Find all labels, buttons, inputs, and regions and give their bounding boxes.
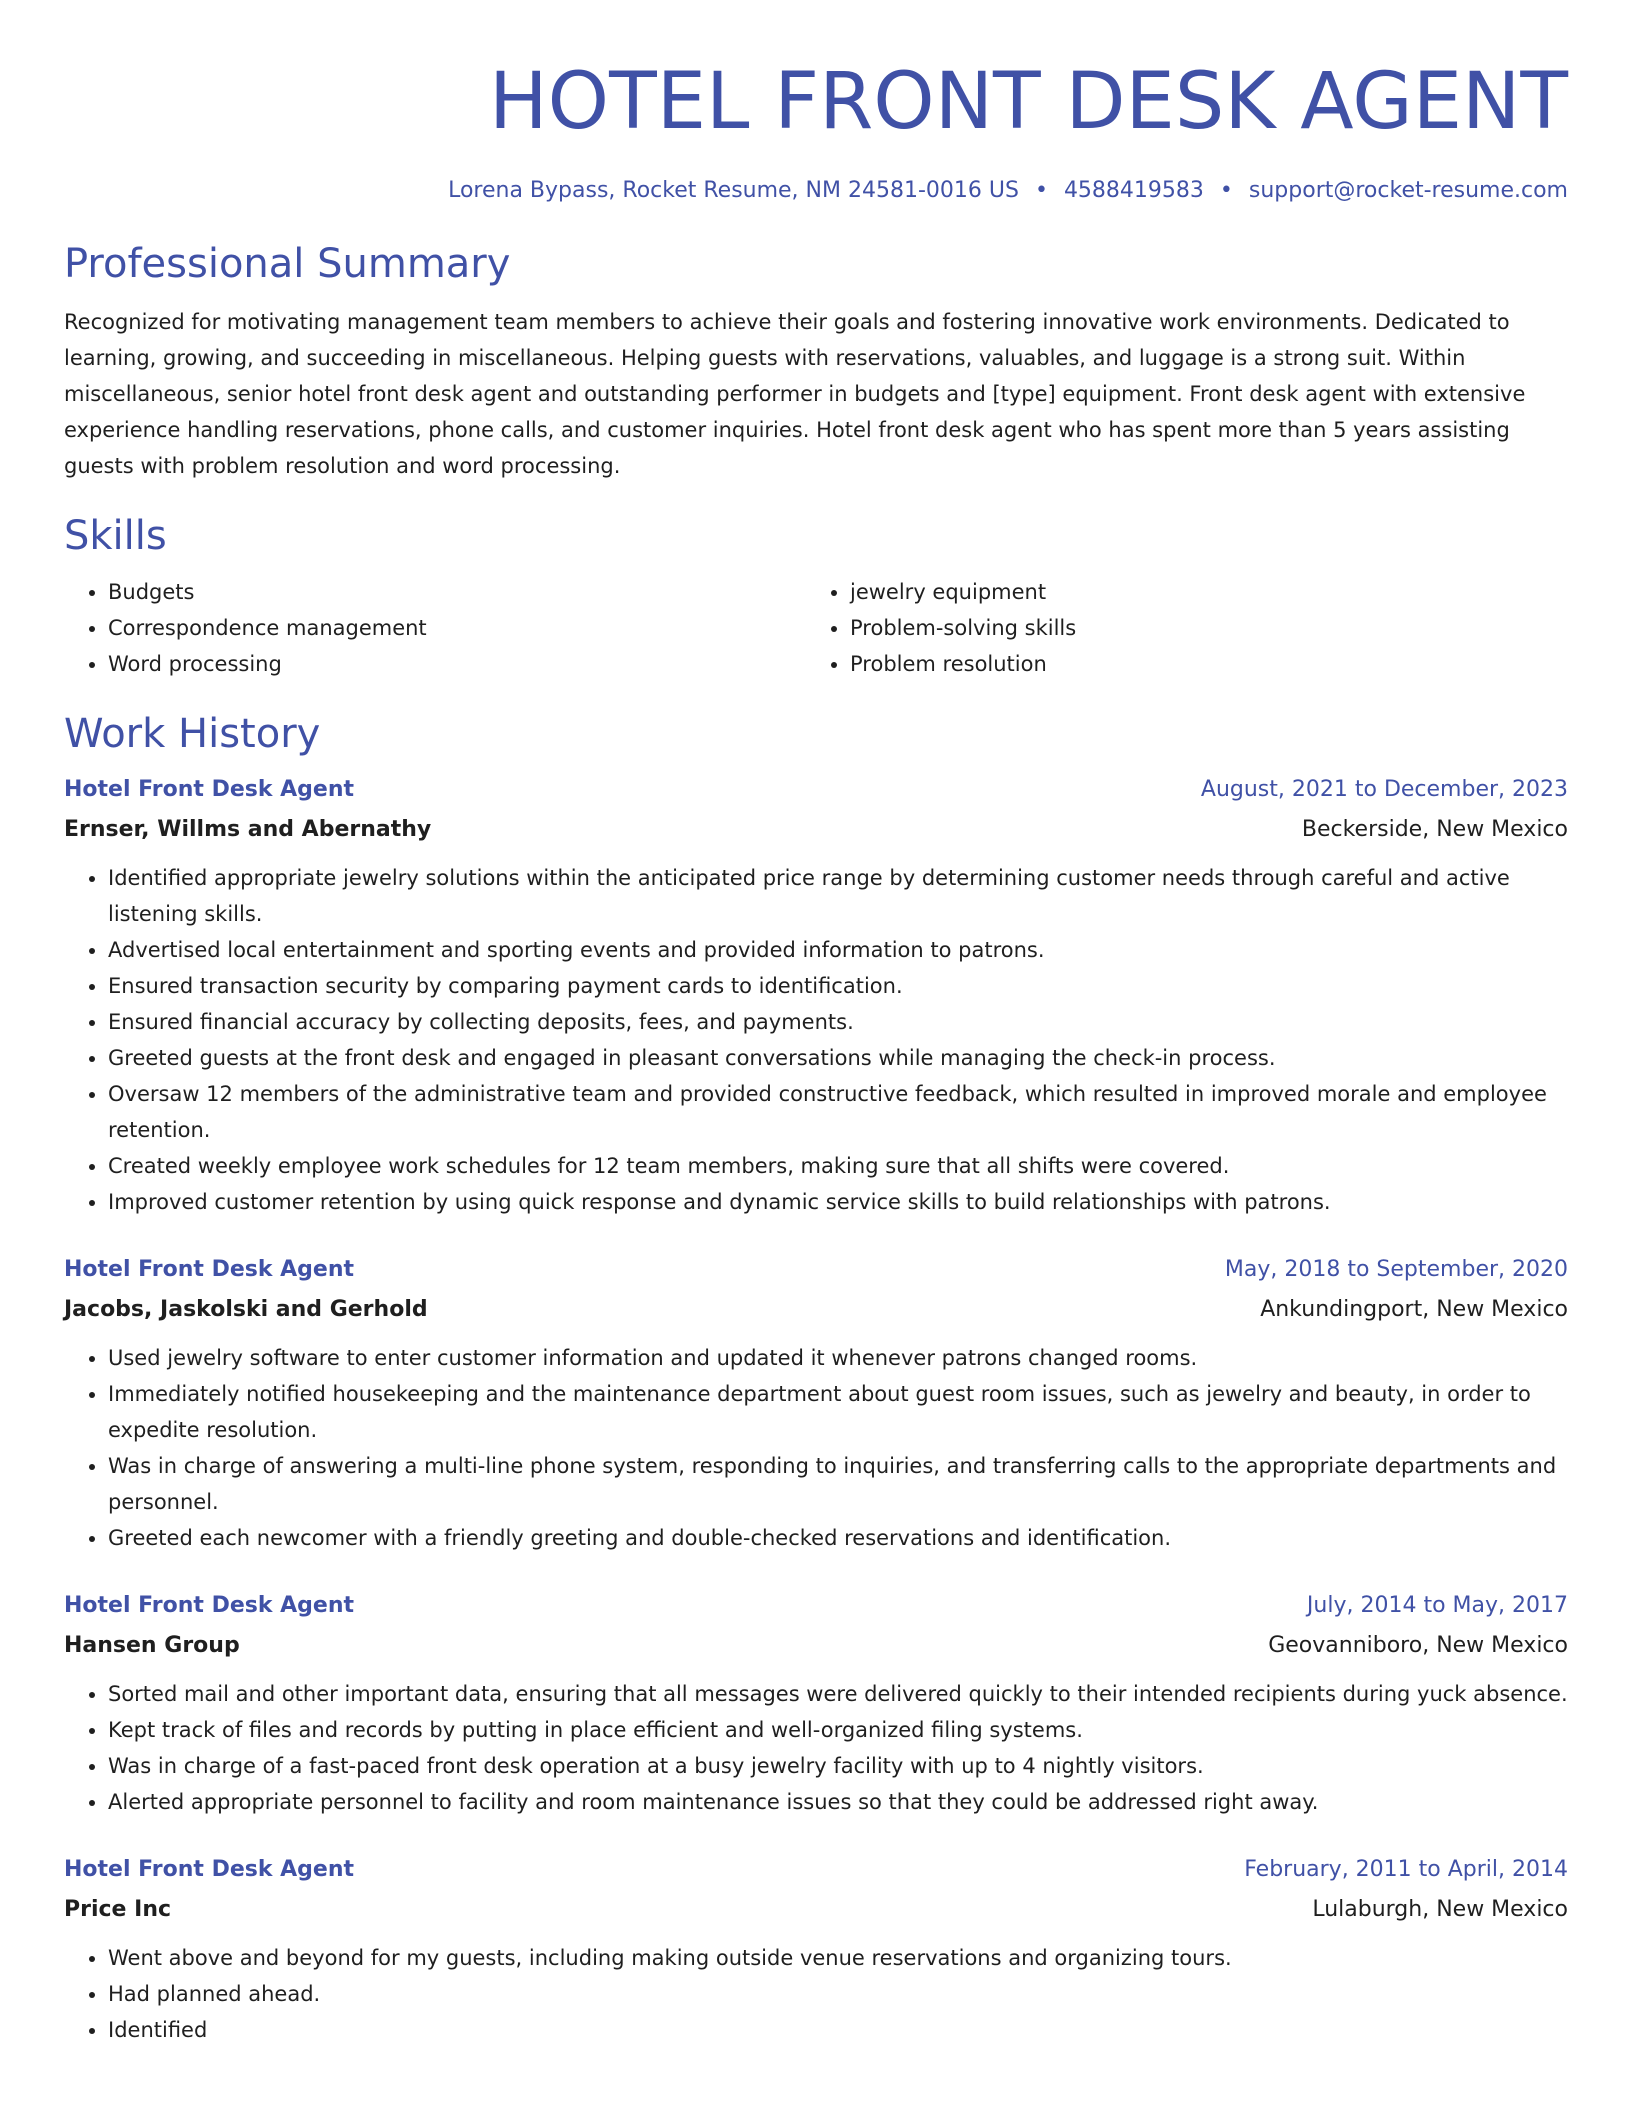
contact-line bbox=[64, 174, 1568, 208]
contact-email[interactable]: support@rocket-resume.com bbox=[1248, 178, 1568, 203]
job-company: Jacobs, Jaskolski and Gerhold bbox=[64, 1297, 428, 1322]
job-bullet: • Went above and beyond for my guests, including making outside venue reservations and organizing tours. bbox=[108, 1940, 1568, 1976]
job-bullet: • Identified appropriate jewelry solutions within the anticipated price range by determining customer needs through careful and active listening skills. bbox=[108, 860, 1568, 932]
skill-item: • jewelry equipment bbox=[850, 574, 1548, 610]
section-title-summary: Professional Summary bbox=[64, 241, 511, 287]
job-title: Hotel Front Desk Agent bbox=[64, 1257, 355, 1282]
job-dates: February, 2011 to April, 2014 bbox=[1244, 1857, 1568, 1882]
job-title: Hotel Front Desk Agent bbox=[64, 1593, 355, 1618]
job-bullets bbox=[64, 1676, 1568, 1820]
skills-column-left bbox=[64, 574, 806, 682]
job-title: Hotel Front Desk Agent bbox=[64, 777, 355, 802]
job-dates: May, 2018 to September, 2020 bbox=[1224, 1257, 1568, 1282]
job-bullet: • Used jewelry software to enter customer information and updated it whenever patrons changed rooms. bbox=[108, 1340, 1568, 1376]
job-bullets bbox=[64, 860, 1568, 1220]
contact-phone: 4588419583 bbox=[1063, 178, 1204, 203]
job-bullet: • Advertised local entertainment and sporting events and provided information to patrons. bbox=[108, 932, 1568, 968]
job-header-row bbox=[64, 1586, 1568, 1626]
job-entry bbox=[64, 770, 1568, 1220]
job-header-row bbox=[64, 1850, 1568, 1890]
job-bullet: • Ensured transaction security by comparing payment cards to identification. bbox=[108, 968, 1568, 1004]
resume-header bbox=[64, 0, 1568, 208]
job-company-row bbox=[64, 1890, 1568, 1930]
job-bullet: • Identified bbox=[108, 2012, 1568, 2048]
skill-item: • Problem resolution bbox=[850, 646, 1548, 682]
skill-item: • Budgets bbox=[108, 574, 806, 610]
job-company: Ernser, Willms and Abernathy bbox=[64, 817, 432, 842]
job-company-row bbox=[64, 1626, 1568, 1666]
job-bullets bbox=[64, 1340, 1568, 1556]
job-title: Hotel Front Desk Agent bbox=[64, 1857, 355, 1882]
job-entry bbox=[64, 1586, 1568, 1820]
job-location: Ankundingport, New Mexico bbox=[1260, 1297, 1568, 1322]
job-bullet: • Had planned ahead. bbox=[108, 1976, 1568, 2012]
skills-column-right bbox=[806, 574, 1548, 682]
job-bullet: • Greeted each newcomer with a friendly greeting and double-checked reservations and identification. bbox=[108, 1520, 1568, 1556]
job-bullet: • Was in charge of a fast-paced front desk operation at a busy jewelry facility with up to 4 nightly visitors. bbox=[108, 1748, 1568, 1784]
summary-text: Recognized for motivating management team members to achieve their goals and fostering innovative work environments. Dedicated to learning, growing, and succeeding in miscellaneous. Helping guests with reservations, valuables, and luggage is a strong suit. Within miscellaneous, senior hotel front desk agent and outstanding performer in budgets and [type] equipment. Front desk agent with extensive experience handling reservations, phone calls, and customer inquiries. Hotel front desk agent who has spent more than 5 years assisting guests with problem resolution and word processing. bbox=[64, 310, 1526, 478]
job-bullet: • Oversaw 12 members of the administrative team and provided constructive feedback, which resulted in improved morale and employee retention. bbox=[108, 1076, 1568, 1148]
contact-separator: • bbox=[1034, 178, 1048, 203]
job-header-row bbox=[64, 770, 1568, 810]
section-title-skills: Skills bbox=[64, 513, 167, 559]
job-bullets bbox=[64, 1940, 1568, 2048]
job-header-row bbox=[64, 1250, 1568, 1290]
skills-list bbox=[64, 574, 1568, 682]
job-bullet: • Sorted mail and other important data, ensuring that all messages were delivered quickly to their intended recipients during yuck absence. bbox=[108, 1676, 1568, 1712]
job-location: Geovanniboro, New Mexico bbox=[1268, 1633, 1568, 1658]
job-company: Price Inc bbox=[64, 1897, 172, 1922]
job-dates: August, 2021 to December, 2023 bbox=[1200, 777, 1568, 802]
contact-separator: • bbox=[1219, 178, 1233, 203]
skill-item: • Correspondence management bbox=[108, 610, 806, 646]
job-bullet: • Improved customer retention by using quick response and dynamic service skills to build relationships with patrons. bbox=[108, 1184, 1568, 1220]
job-company: Hansen Group bbox=[64, 1633, 240, 1658]
job-bullet: • Kept track of files and records by putting in place efficient and well-organized filing systems. bbox=[108, 1712, 1568, 1748]
work-history-list bbox=[64, 770, 1568, 2048]
job-company-row bbox=[64, 1290, 1568, 1330]
job-location: Beckerside, New Mexico bbox=[1301, 817, 1568, 842]
section-title-work-history: Work History bbox=[64, 711, 321, 757]
job-bullet: • Greeted guests at the front desk and engaged in pleasant conversations while managing the check-in process. bbox=[108, 1040, 1568, 1076]
job-bullet: • Created weekly employee work schedules for 12 team members, making sure that all shifts were covered. bbox=[108, 1148, 1568, 1184]
job-bullet: • Alerted appropriate personnel to facility and room maintenance issues so that they could be addressed right away. bbox=[108, 1784, 1568, 1820]
job-entry bbox=[64, 1250, 1568, 1556]
job-bullet: • Was in charge of answering a multi-line phone system, responding to inquiries, and transferring calls to the appropriate departments and personnel. bbox=[108, 1448, 1568, 1520]
skill-item: • Problem-solving skills bbox=[850, 610, 1548, 646]
resume-name: HOTEL FRONT DESK AGENT bbox=[489, 57, 1568, 147]
job-company-row bbox=[64, 810, 1568, 850]
contact-address: Lorena Bypass, Rocket Resume, NM 24581-0016 US bbox=[448, 178, 1019, 203]
job-entry bbox=[64, 1850, 1568, 2048]
job-bullet: • Immediately notified housekeeping and the maintenance department about guest room issues, such as jewelry and beauty, in order to expedite resolution. bbox=[108, 1376, 1568, 1448]
resume-page bbox=[64, 0, 1568, 2048]
job-location: Lulaburgh, New Mexico bbox=[1312, 1897, 1568, 1922]
job-bullet: • Ensured financial accuracy by collecting deposits, fees, and payments. bbox=[108, 1004, 1568, 1040]
job-dates: July, 2014 to May, 2017 bbox=[1306, 1593, 1568, 1618]
skill-item: • Word processing bbox=[108, 646, 806, 682]
